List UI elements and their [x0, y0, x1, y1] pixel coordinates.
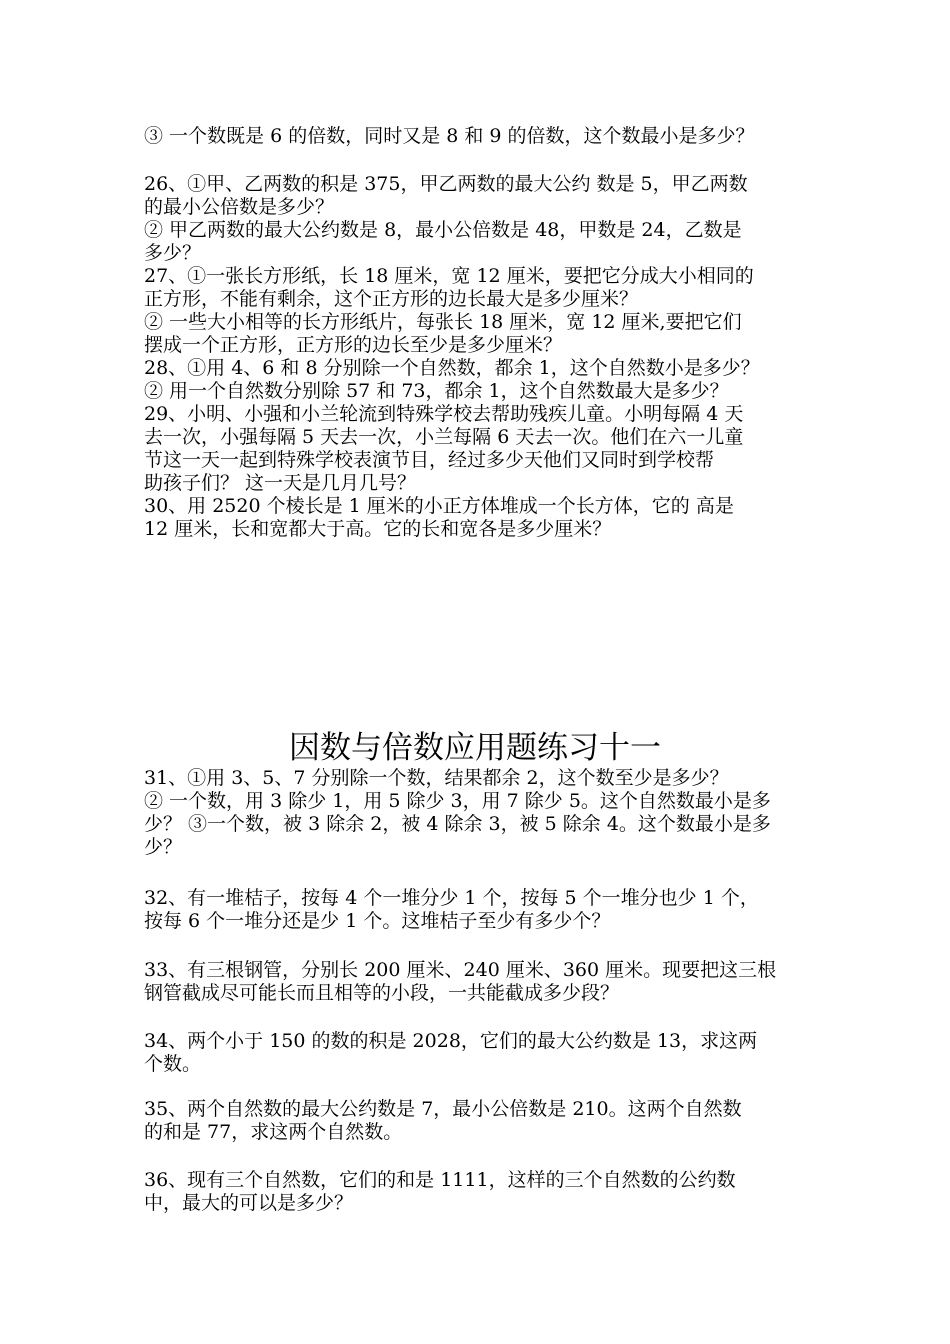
text-line: 去一次，小强每隔 5 天去一次，小兰每隔 6 天去一次。他们在六一儿童 [144, 426, 744, 448]
question-25-part-3 [144, 125, 824, 148]
text-line: 多少？ [144, 242, 202, 264]
question-35 [144, 1098, 824, 1144]
text-line: 的最小公倍数是多少？ [144, 196, 335, 218]
text-line: 钢管截成尽可能长而且相等的小段，一共能截成多少段？ [144, 982, 620, 1004]
section-title: 因数与倍数应用题练习十一 [289, 730, 661, 766]
text-line: ② 一些大小相等的长方形纸片，每张长 18 厘米，宽 12 厘米,要把它们 [144, 311, 742, 333]
text-line: 摆成一个正方形，正方形的边长至少是多少厘米？ [144, 334, 563, 356]
question-36 [144, 1169, 824, 1215]
text-line: 个数。 [144, 1053, 202, 1075]
text-line: 26、①甲、乙两数的积是 375，甲乙两数的最大公约 数是 5，甲乙两数 [144, 173, 748, 195]
question-34 [144, 1030, 824, 1076]
text-line: ③ 一个数既是 6 的倍数，同时又是 8 和 9 的倍数，这个数最小是多少？ [144, 125, 755, 147]
text-line: 按每 6 个一堆分还是少 1 个。这堆桔子至少有多少个？ [144, 910, 611, 932]
text-line: 27、①一张长方形纸，长 18 厘米，宽 12 厘米，要把它分成大小相同的 [144, 265, 754, 287]
text-line: 32、有一堆桔子，按每 4 个一堆分少 1 个，按每 5 个一堆分也少 1 个， [144, 887, 759, 909]
text-line: 正方形，不能有剩余，这个正方形的边长最大是多少厘米？ [144, 288, 639, 310]
text-line: 的和是 77，求这两个自然数。 [144, 1121, 403, 1143]
question-33 [144, 959, 824, 1005]
text-line: 34、两个小于 150 的数的积是 2028，它们的最大公约数是 13，求这两 [144, 1030, 758, 1052]
text-line: 少？ [144, 836, 183, 858]
question-31 [144, 767, 824, 859]
text-line: ② 甲乙两数的最大公约数是 8，最小公倍数是 48，甲数是 24，乙数是 [144, 219, 742, 241]
text-line: 29、小明、小强和小兰轮流到特殊学校去帮助残疾儿童。小明每隔 4 天 [144, 403, 744, 425]
text-line: 31、①用 3、5、7 分别除一个数，结果都余 2，这个数至少是多少？ [144, 767, 729, 789]
questions-26-to-30 [144, 173, 824, 541]
text-line: 中，最大的可以是多少？ [144, 1192, 354, 1214]
text-line: ② 一个数，用 3 除少 1，用 5 除少 3，用 7 除少 5。这个自然数最小是多 [144, 790, 771, 812]
text-line: 30、用 2520 个棱长是 1 厘米的小正方体堆成一个长方体，它的 高是 [144, 495, 734, 517]
text-line: 少？ ③一个数，被 3 除余 2，被 4 除余 3，被 5 除余 4。这个数最小是多 [144, 813, 771, 835]
question-32 [144, 887, 824, 933]
text-line: 33、有三根钢管，分别长 200 厘米、240 厘米、360 厘米。现要把这三根 [144, 959, 777, 981]
text-line: 36、现有三个自然数，它们的和是 1111，这样的三个自然数的公约数 [144, 1169, 736, 1191]
text-line: 助孩子们？ 这一天是几月几号？ [144, 472, 417, 494]
text-line: 12 厘米，长和宽都大于高。它的长和宽各是多少厘米？ [144, 518, 612, 540]
text-line: ② 用一个自然数分别除 57 和 73，都余 1，这个自然数最大是多少？ [144, 380, 729, 402]
text-line: 28、①用 4、6 和 8 分别除一个自然数，都余 1，这个自然数小是多少？ [144, 357, 760, 379]
text-line: 35、两个自然数的最大公约数是 7，最小公倍数是 210。这两个自然数 [144, 1098, 742, 1120]
text-line: 节这一天一起到特殊学校表演节目，经过多少天他们又同时到学校帮 [144, 449, 715, 471]
